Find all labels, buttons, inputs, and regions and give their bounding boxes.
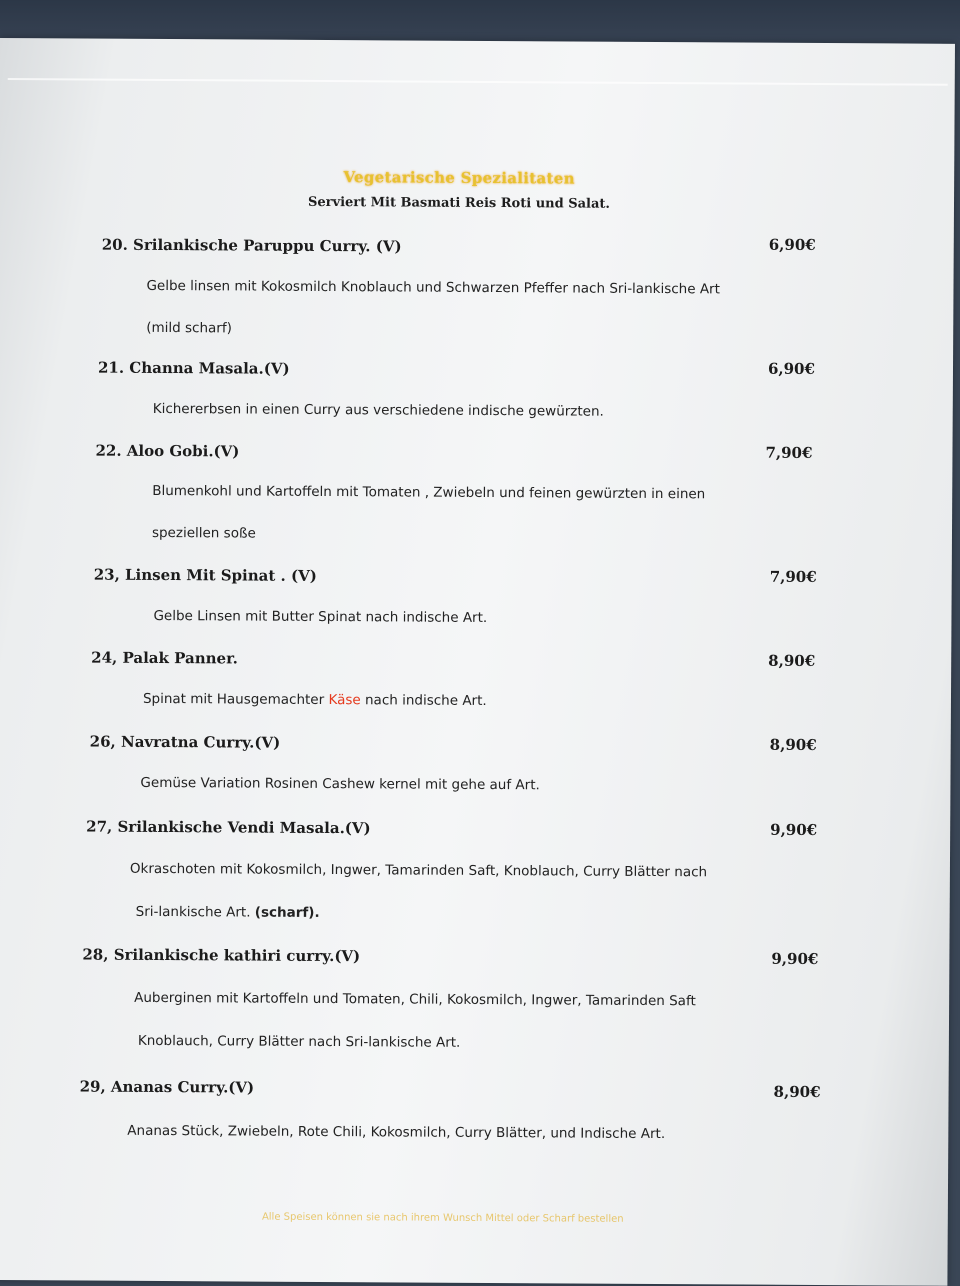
menu-item-name: 20. Srilankische Paruppu Curry. (V) xyxy=(101,235,402,256)
menu-item-price: 9,90€ xyxy=(771,949,819,969)
menu-item-name: 21. Channa Masala.(V) xyxy=(97,358,290,378)
menu-item-description: Gemüse Variation Rosinen Cashew kernel mit gehe auf Art. xyxy=(140,774,540,794)
menu-item-price: 6,90€ xyxy=(768,235,816,254)
menu-item-description: Auberginen mit Kartoffeln und Tomaten, Chili, Kokosmilch, Ingwer, Tamarinden Saft xyxy=(134,989,696,1010)
menu-item-name: 24, Palak Panner. xyxy=(91,648,238,668)
menu-item-description: Okraschoten mit Kokosmilch, Ingwer, Tamarinden Saft, Knoblauch, Curry Blätter nach xyxy=(129,860,708,881)
menu-item-description: Gelbe Linsen mit Butter Spinat nach indische Art. xyxy=(153,607,488,626)
menu-item-description: Kichererbsen in einen Curry aus verschiedene indische gewürzten. xyxy=(152,400,604,420)
menu-item-name: 26, Navratna Curry.(V) xyxy=(89,732,281,752)
menu-item-description: (mild scharf) xyxy=(146,319,232,337)
menu-item-description xyxy=(136,904,320,921)
menu-item-description: Ananas Stück, Zwiebeln, Rote Chili, Kokosmilch, Curry Blätter, und Indische Art. xyxy=(127,1122,666,1143)
menu-page xyxy=(0,38,955,1286)
footer-note: Alle Speisen können sie nach ihrem Wunsch Mittel oder Scharf bestellen xyxy=(261,1211,624,1225)
menu-item-name: 28, Srilankische kathiri curry.(V) xyxy=(82,945,361,966)
menu-item-name: 29, Ananas Curry.(V) xyxy=(79,1077,255,1097)
section-subtitle: Serviert Mit Basmati Reis Roti und Salat. xyxy=(307,194,610,212)
menu-item-description: speziellen soße xyxy=(151,524,256,542)
menu-item-name: 27, Srilankische Vendi Masala.(V) xyxy=(86,817,371,838)
highlighted-word: Käse xyxy=(328,692,361,709)
desc-text: Spinat mit Hausgemachter xyxy=(142,690,329,709)
menu-item-price: 9,90€ xyxy=(770,820,818,840)
menu-item-price: 8,90€ xyxy=(773,1082,821,1102)
menu-item-description: Blumenkohl und Kartoffeln mit Tomaten , Zwiebeln und feinen gewürzten in einen xyxy=(152,482,706,503)
menu-item-price: 7,90€ xyxy=(769,567,817,586)
menu-item-name: 23, Linsen Mit Spinat . (V) xyxy=(93,565,317,585)
menu-item-price: 8,90€ xyxy=(769,735,817,755)
section-title: Vegetarische Spezialitaten xyxy=(343,168,575,188)
plastic-sleeve-edge xyxy=(8,78,948,86)
menu-item-name: 22. Aloo Gobi.(V) xyxy=(95,441,240,461)
desc-text: Sri-lankische Art. xyxy=(135,903,255,921)
menu-item-price: 7,90€ xyxy=(765,443,813,462)
menu-item-price: 8,90€ xyxy=(768,651,816,670)
desc-text: nach indische Art. xyxy=(360,692,487,709)
menu-item-description xyxy=(143,691,487,709)
menu-item-description: Gelbe linsen mit Kokosmilch Knoblauch und Schwarzen Pfeffer nach Sri-lankische Art xyxy=(146,277,720,298)
menu-item-description: Knoblauch, Curry Blätter nach Sri-lankische Art. xyxy=(137,1032,461,1051)
menu-item-price: 6,90€ xyxy=(767,359,816,378)
spice-level: (scharf). xyxy=(254,904,320,921)
